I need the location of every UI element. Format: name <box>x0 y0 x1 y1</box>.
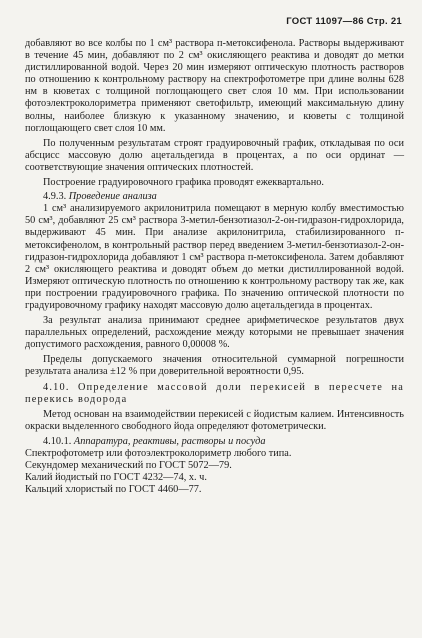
paragraph: добавляют во все колбы по 1 см³ раствора п-метоксифенола. Растворы выдерживают в течение 45 мин, добавляют по 2 см³ окисляющего реактива и доводят до метки дистиллированной водой. Через 20 мин измеряют оптическую плотность растворов по отношению к контрольному раствору на спектрофотометре при длине волны 628 нм в кюветах с толщиной поглощающего свет слоя 10 мм. При использовании фотоэлектроколориметра применяют светофильтр, имеющий максимальную длину волны, наиболее близкую к указанному значению, и кюветы с толщиной поглощающего свет слоя 10 мм. <box>25 38 404 134</box>
section-heading-4-9-3 <box>25 191 404 203</box>
paragraph: За результат анализа принимают среднее арифметическое результатов двух параллельных определений, расхождение между которыми не превышает значения допустимого расхождения, равного 0,00008 %. <box>25 315 404 351</box>
paragraph: Метод основан на взаимодействии перекисей с йодистым калием. Интенсивность окраски выделенного свободного йода определяют фотометрически. <box>25 408 404 432</box>
equipment-list <box>25 448 404 496</box>
list-item: Спектрофотометр или фотоэлектроколориметр любого типа. <box>25 448 292 459</box>
page-header <box>25 16 402 27</box>
list-item: Калий йодистый по ГОСТ 4232—74, х. ч. <box>25 472 207 484</box>
list-item: Секундомер механический по ГОСТ 5072—79. <box>25 460 232 472</box>
section-number: 4.9.3. <box>43 191 67 203</box>
standard-number: ГОСТ 11097—86 <box>286 16 364 27</box>
section-heading-4-10-1 <box>25 436 404 448</box>
section-heading-4-10: 4.10. Определение массовой доли перекисей в пересчете на перекись водорода <box>25 381 404 405</box>
page-number: Стр. 21 <box>366 16 402 27</box>
paragraph: Пределы допускаемого значения относительной суммарной погрешности результата анализа ±12 % при доверительной вероятности 0,95. <box>25 354 404 378</box>
paragraph: 1 см³ анализируемого акрилонитрила помещают в мерную колбу вместимостью 50 см³, добавляют 25 см³ раствора 3-метил-бензотиазол-2-он-гидразон-гидрохлорида, выдерживают 45 мин. При анализе акрилонитрила, стабилизированного п-метоксифенолом, в контрольный раствор перед введением 3-метил-бензотиазол-2-он-гидразон-гидрохлорида добавляют 1 см³ раствора п-метоксифенола. Затем добавляют 2 см³ окисляющего реактива и доводят объем до метки дистиллированной водой. Измеряют оптическую плотность по отношению к контрольному раствору так же, как при построении градуировочного графика. По значению оптической плотности по градуировочному графику находят массовую долю ацетальдегида в процентах. <box>25 203 404 311</box>
document-body <box>25 38 404 496</box>
section-number: 4.10.1. <box>43 435 72 447</box>
section-title: Проведение анализа <box>68 191 157 203</box>
list-item: Кальций хлористый по ГОСТ 4460—77. <box>25 484 202 496</box>
paragraph: Построение градуировочного графика проводят ежеквартально. <box>43 177 324 189</box>
paragraph: По полученным результатам строят градуировочный график, откладывая по оси абсцисс массовую долю ацетальдегида в процентах, а по оси ординат — соответствующие значения оптических плотностей. <box>25 137 404 173</box>
section-title: Аппаратура, реактивы, растворы и посуда <box>73 435 266 447</box>
